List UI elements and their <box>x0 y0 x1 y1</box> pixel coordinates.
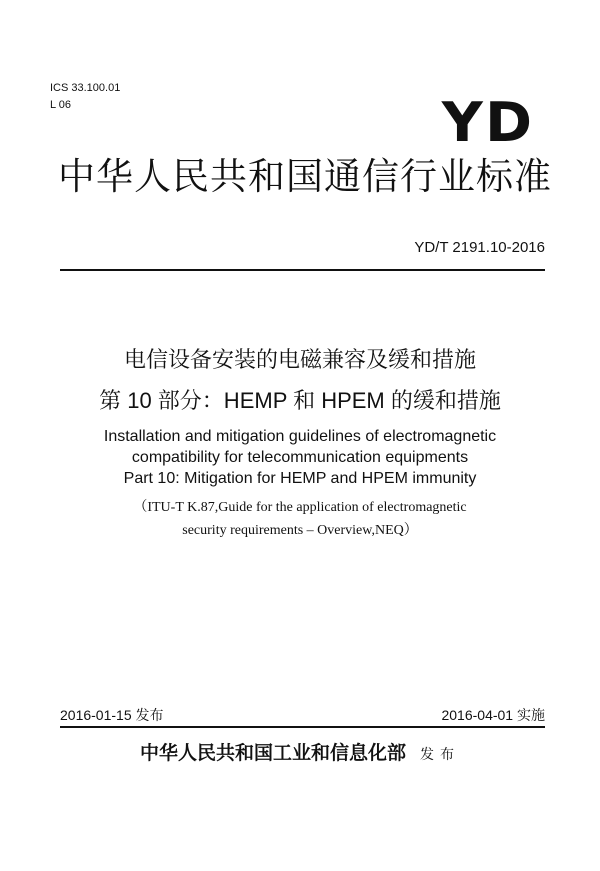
standard-number: YD/T 2191.10-2016 <box>414 239 545 256</box>
footer-divider <box>60 726 545 728</box>
effective-date: 2016-04-01 实施 <box>441 707 545 723</box>
ics-code: ICS 33.100.01 <box>50 82 121 94</box>
issue-date: 2016-01-15 发布 <box>60 707 164 723</box>
issuer <box>0 738 600 765</box>
ccs-code: L 06 <box>50 99 72 111</box>
zh-title-line-2: 第 10 部分：HEMP 和 HPEM 的缓和措施 <box>99 388 501 413</box>
standard-category-title: 中华人民共和国通信行业标准 <box>58 156 552 197</box>
zh-title-line-1: 电信设备安装的电磁兼容及缓和措施 <box>123 347 476 372</box>
en-title-line-3: Part 10: Mitigation for HEMP and HPEM immunity <box>123 470 477 487</box>
issuer-name: 中华人民共和国工业和信息化部 <box>139 742 406 764</box>
en-title-line-1: Installation and mitigation guidelines of electromagnetic <box>103 428 497 445</box>
en-title-line-2: compatibility for telecommunication equipments <box>131 449 469 466</box>
yd-logo: YD <box>441 91 535 154</box>
equivalence-line-1: （ITU-T K.87,Guide for the application of electromagnetic <box>133 500 467 515</box>
header-divider <box>60 269 545 271</box>
issuer-suffix: 发布 <box>420 747 460 763</box>
equivalence-line-2: security requirements – Overview,NEQ） <box>182 523 418 538</box>
dates-row <box>60 705 545 725</box>
